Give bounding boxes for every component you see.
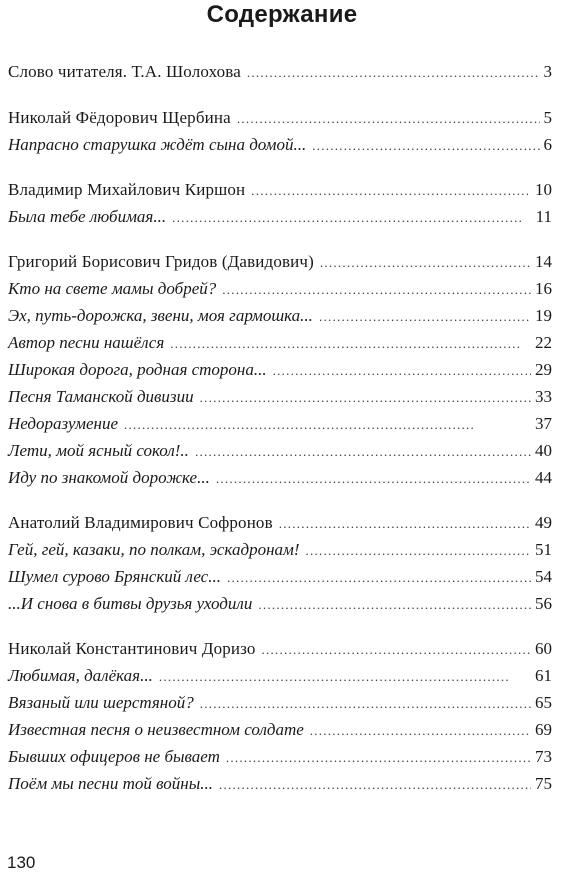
entry-title: Гей, гей, казаки, по полкам, эскадронам!: [8, 540, 300, 559]
toc-section: [8, 635, 552, 797]
entry-title: Владимир Михайлович Киршон: [8, 180, 246, 199]
entry-page-number: 10: [535, 180, 552, 199]
dot-leader: [159, 663, 531, 690]
entry-page-number: 6: [543, 135, 552, 154]
entry-title: Напрасно старушка ждёт сына домой...: [8, 135, 307, 154]
entry-page-number: 65: [535, 693, 552, 712]
toc-work-entry: [8, 662, 552, 689]
toc-section: [8, 509, 552, 617]
dot-leader: [200, 690, 531, 717]
dot-leader: [219, 771, 531, 798]
toc-author-entry: [8, 509, 552, 536]
entry-title: Лети, мой ясный сокол!..: [8, 441, 189, 460]
entry-page-number: 22: [535, 333, 552, 352]
entry-title: Песня Таманской дивизии: [8, 387, 194, 406]
toc-work-entry: [8, 590, 552, 617]
entry-page-number: 60: [535, 639, 552, 658]
toc-work-entry: [8, 464, 552, 491]
dot-leader: [195, 438, 531, 465]
toc-work-entry: [8, 356, 552, 383]
toc-work-entry: [8, 410, 552, 437]
entry-title: Была тебе любимая...: [8, 207, 167, 226]
entry-page-number: 51: [535, 540, 552, 559]
page-number: 130: [7, 853, 36, 872]
entry-title: Кто на свете мамы добрей?: [8, 279, 217, 298]
dot-leader: [247, 59, 540, 86]
toc-work-entry: [8, 743, 552, 770]
dot-leader: [237, 105, 540, 132]
entry-title: Николай Фёдорович Щербина: [8, 108, 231, 127]
toc-work-entry: [8, 536, 552, 563]
toc-work-entry: [8, 275, 552, 302]
entry-page-number: 37: [535, 414, 552, 433]
toc-work-entry: [8, 689, 552, 716]
dot-leader: [222, 276, 531, 303]
dot-leader: [320, 249, 531, 276]
toc-author-entry: [8, 58, 552, 85]
toc-work-entry: [8, 437, 552, 464]
entry-title: Шумел сурово Брянский лес...: [8, 567, 221, 586]
dot-leader: [312, 132, 539, 159]
table-of-contents: [8, 58, 552, 815]
toc-author-entry: [8, 176, 552, 203]
dot-leader: [279, 510, 531, 537]
entry-title: Автор песни нашёлся: [8, 333, 165, 352]
dot-leader: [170, 330, 531, 357]
entry-page-number: 44: [535, 468, 552, 487]
toc-work-entry: [8, 383, 552, 410]
page-title: Содержание: [206, 1, 358, 28]
dot-leader: [306, 537, 531, 564]
toc-section: [8, 176, 552, 230]
toc-section: [8, 248, 552, 491]
dot-leader: [262, 636, 531, 663]
dot-leader: [258, 591, 531, 618]
entry-title: Анатолий Владимирович Софронов: [8, 513, 273, 532]
entry-page-number: 33: [535, 387, 552, 406]
entry-page-number: 54: [535, 567, 552, 586]
entry-title: Недоразумение: [8, 414, 119, 433]
entry-title: ...И снова в битвы друзья уходили: [8, 594, 253, 613]
entry-page-number: 3: [543, 62, 552, 81]
toc-work-entry: [8, 563, 552, 590]
dot-leader: [319, 303, 531, 330]
entry-title: Иду по знакомой дорожке...: [8, 468, 210, 487]
entry-title: Любимая, далёкая...: [8, 666, 153, 685]
toc-author-entry: [8, 635, 552, 662]
toc-work-entry: [8, 131, 552, 158]
entry-page-number: 69: [535, 720, 552, 739]
entry-page-number: 49: [535, 513, 552, 532]
toc-work-entry: [8, 770, 552, 797]
dot-leader: [172, 204, 532, 231]
entry-title: Григорий Борисович Гридов (Давидович): [8, 252, 314, 271]
entry-page-number: 16: [535, 279, 552, 298]
dot-leader: [124, 411, 531, 438]
entry-title: Бывших офицеров не бывает: [8, 747, 220, 766]
toc-section: [8, 58, 552, 85]
entry-title: Широкая дорога, родная сторона...: [8, 360, 267, 379]
entry-page-number: 75: [535, 774, 552, 793]
toc-work-entry: [8, 203, 552, 230]
entry-title: Николай Константинович Доризо: [8, 639, 256, 658]
dot-leader: [310, 717, 531, 744]
entry-page-number: 11: [535, 207, 552, 226]
dot-leader: [273, 357, 531, 384]
toc-section: [8, 104, 552, 158]
dot-leader: [227, 564, 531, 591]
toc-work-entry: [8, 302, 552, 329]
entry-page-number: 40: [535, 441, 552, 460]
toc-work-entry: [8, 329, 552, 356]
entry-page-number: 56: [535, 594, 552, 613]
dot-leader: [200, 384, 531, 411]
entry-page-number: 29: [535, 360, 552, 379]
toc-author-entry: [8, 104, 552, 131]
toc-work-entry: [8, 716, 552, 743]
entry-page-number: 14: [535, 252, 552, 271]
dot-leader: [226, 744, 531, 771]
entry-title: Эх, путь-дорожка, звени, моя гармошка...: [8, 306, 313, 325]
entry-title: Вязаный или шерстяной?: [8, 693, 194, 712]
dot-leader: [216, 465, 531, 492]
entry-page-number: 61: [535, 666, 552, 685]
entry-page-number: 73: [535, 747, 552, 766]
toc-author-entry: [8, 248, 552, 275]
entry-title: Слово читателя. Т.А. Шолохова: [8, 62, 241, 81]
entry-title: Известная песня о неизвестном солдате: [8, 720, 304, 739]
entry-page-number: 19: [535, 306, 552, 325]
entry-title: Поём мы песни той войны...: [8, 774, 213, 793]
dot-leader: [251, 177, 531, 204]
entry-page-number: 5: [543, 108, 552, 127]
